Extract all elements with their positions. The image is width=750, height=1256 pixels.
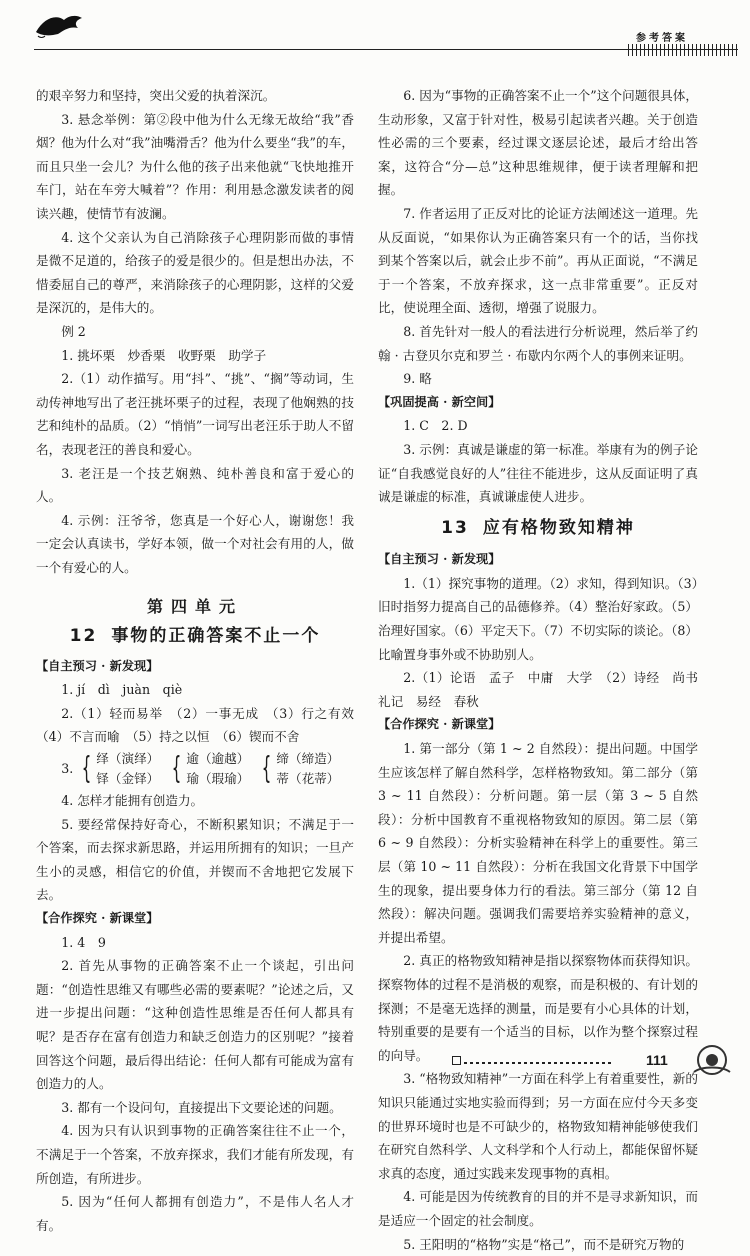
lesson-number: 13 <box>441 518 469 538</box>
answer: 6. 因为“事物的正确答案不止一个”这个问题很具体，生动形象，又富于针对性，极易引起读者兴趣。关于创造性必需的三个要素，经过课文逐层论述，最后才给出答案，这符合“分—总”这种思维规律，便于读者理解和把握。 <box>378 84 698 202</box>
lesson-title-text: 事物的正确答案不止一个 <box>111 626 320 646</box>
char-pair-item: 蒂（花蒂） <box>276 769 339 789</box>
page-footer <box>0 1040 750 1081</box>
char-pair-item: 缔（缔造） <box>276 749 339 769</box>
char-pair-group <box>77 749 159 789</box>
answer: 2.（1）动作描写。用“抖”、“挑”、“搁”等动词，生动传神地写出了老汪挑坏栗子的过程，表现了他娴熟的技艺和纯朴的品质。（2）“悄悄”一词写出老汪乐于助人不留名，表现老汪的善良和爱心。 <box>36 367 354 461</box>
lesson-title <box>378 517 698 541</box>
answer: 1. 挑坏栗 炒香栗 收野栗 助学子 <box>36 344 354 368</box>
answer: 4. 因为只有认识到事物的正确答案往往不止一个，不满足于一个答案，不放弃探求，我们才能有所发现，有所创造，有所进步。 <box>36 1119 354 1190</box>
footer-dotted-rule <box>464 1062 614 1064</box>
square-marker-icon <box>452 1056 461 1065</box>
answer: 3. 都有一个设问句，直接提出下文要论述的问题。 <box>36 1096 354 1120</box>
answer: 4. 可能是因为传统教育的目的并不是寻求新知识，而是适应一个固定的社会制度。 <box>378 1185 698 1232</box>
answer: 3. 老汪是一个技艺娴熟、纯朴善良和富于爱心的人。 <box>36 462 354 509</box>
brace-icon: { <box>82 749 92 789</box>
answer: 1. 4 9 <box>36 931 354 955</box>
answer: 5. 王阳明的“格物”实是“格己”，而不是研究万物的 <box>378 1233 698 1256</box>
answer: 2.（1）轻而易举 （2）一事无成 （3）行之有效 （4）不言而喻 （5）持之以恒 （6）锲而不舍 <box>36 702 354 749</box>
answer: 7. 作者运用了正反对比的论证方法阐述这一道理。先从反面说，“如果你认为正确答案只有一个的话，当你找到某个答案以后，就会止步不前”。再从正面说，“不满足于一个答案，不放弃探求，这一点非常重要”。正反对比，使说理全面、透彻，增强了说服力。 <box>378 202 698 320</box>
header-hatch <box>628 44 738 56</box>
answer: 9. 略 <box>378 367 698 391</box>
page-number: 111 <box>646 1052 668 1068</box>
corner-ornament-icon <box>690 1042 734 1078</box>
brace-icon: { <box>172 749 182 789</box>
section-tag: 【巩固提高 · 新空间】 <box>378 391 698 415</box>
paragraph: 3. 悬念举例：第②段中他为什么无缘无故给“我”香烟？他为什么对“我”油嘴滑舌？他为什么要坐“我”的车，而且只坐一会儿？为什么他的孩子出来他就“飞快地推开车门，站在车旁大喊着”？作用：利用悬念激发读者的阅读兴趣，使情节有波澜。 <box>36 108 354 226</box>
lesson-number: 12 <box>70 626 98 646</box>
char-pair-item: 瑜（瑕瑜） <box>186 769 249 789</box>
unit-title: 第四单元 <box>36 595 354 619</box>
section-tag: 【自主预习 · 新发现】 <box>378 548 698 572</box>
answer: 4. 怎样才能拥有创造力。 <box>36 789 354 813</box>
answer: 2. 真正的格物致知精神是指以探察物体而获得知识。探察物体的过程不是消极的观察，而是积极的、有计划的探测；不是毫无选择的测量，而是要有小心具体的计划，特别重要的是要有一个适当的目标，以作为整个探察过程的向导。 <box>378 949 698 1067</box>
answer: 5. 因为“任何人都拥有创造力”，不是伟人名人才有。 <box>36 1190 354 1237</box>
char-pair-group <box>167 749 249 789</box>
section-tag: 【合作探究 · 新课堂】 <box>36 907 354 931</box>
answer-number: 3. <box>61 757 77 781</box>
char-pair-item: 逾（逾越） <box>186 749 249 769</box>
answer: 3. 示例：真诚是谦虚的第一标准。举康有为的例子论证“自我感觉良好的人”往往不能进步，这从反面证明了真诚是谦虚的标准，真诚谦虚使人进步。 <box>378 438 698 509</box>
bird-logo-icon <box>34 12 90 40</box>
answer: 5. 要经常保持好奇心，不断积累知识；不满足于一个答案，而去探求新思路，并运用所拥有的知识；一旦产生小的灵感，相信它的价值，并锲而不舍地把它发展下去。 <box>36 813 354 907</box>
char-pair-item: 铎（金铎） <box>96 769 159 789</box>
answer: 8. 首先针对一般人的看法进行分析说理，然后举了约翰 · 古登贝尔克和罗兰 · 布歇内尔两个人的事例来证明。 <box>378 320 698 367</box>
character-pairs <box>36 749 354 789</box>
answer: 2. 首先从事物的正确答案不止一个谈起，引出问题：“创造性思维又有哪些必需的要素呢？”论述之后，又进一步提出问题：“这种创造性思维是否任何人都具有呢？是否存在富有创造力和缺乏创造力的区别呢？”接着回答这个问题，最后得出结论：任何人都有可能成为富有创造力的人。 <box>36 954 354 1096</box>
section-tag: 【自主预习 · 新发现】 <box>36 655 354 679</box>
section-tag: 【合作探究 · 新课堂】 <box>378 713 698 737</box>
answer: 2.（1）论语 孟子 中庸 大学 （2）诗经 尚书 礼记 易经 春秋 <box>378 666 698 713</box>
answer: 3. “格物致知精神”一方面在科学上有着重要性，新的知识只能通过实地实验而得到；另一方面在应付今天多变的世界环境时也是不可缺少的，格物致知精神能够使我们在研究自然科学、人文科学和个人行动上，都能保留怀疑求真的态度，通过实践来发现事物的真相。 <box>378 1067 698 1185</box>
answer: 1. C 2. D <box>378 414 698 438</box>
answer: 1. 第一部分（第 1 ~ 2 自然段）：提出问题。中国学生应该怎样了解自然科学，怎样格物致知。第二部分（第 3 ~ 11 自然段）：分析问题。第一层（第 3 ~ 5 自然段）：分析中国教育不重视格物致知的原因。第二层（第 6 ~ 9 自然段）：分析实验精神在科学上的重要性。第三层（第 10 ~ 11 自然段）：分析在我国文化背景下中国学生的现象，提出要身体力行的看法。第三部分（第 12 自然段）：解决问题。强调我们需要培养实验精神的意义，并提出希望。 <box>378 737 698 949</box>
paragraph: 4. 这个父亲认为自己消除孩子心理阴影而做的事情是微不足道的，给孩子的爱是很少的。但是想出办法，不惜委屈自己的尊严，来消除孩子的心理阴影，这样的父爱是深沉的，是伟大的。 <box>36 226 354 320</box>
answer: 4. 示例：汪爷爷，您真是一个好心人，谢谢您！我一定会认真读书，学好本领，做一个对社会有用的人，做一个有爱心的人。 <box>36 509 354 580</box>
answer: 1.（1）探究事物的道理。（2）求知，得到知识。（3）旧时指努力提高自己的品德修养。（4）整治好家政。（5）治理好国家。（6）平定天下。（7）不切实际的谈论。（8）比喻置身事外或不协助别人。 <box>378 572 698 666</box>
paragraph: 的艰辛努力和坚持，突出父爱的执着深沉。 <box>36 84 354 108</box>
char-pair-item: 绎（演绎） <box>96 749 159 769</box>
brace-icon: { <box>262 749 272 789</box>
lesson-title <box>36 625 354 649</box>
header-title: 参考答案 <box>636 29 688 44</box>
answer: 1. jí dì juàn qiè <box>36 678 354 702</box>
example-label: 例 2 <box>36 320 354 344</box>
lesson-title-text: 应有格物致知精神 <box>483 518 635 538</box>
page-header <box>0 0 750 64</box>
char-pair-group <box>257 749 339 789</box>
